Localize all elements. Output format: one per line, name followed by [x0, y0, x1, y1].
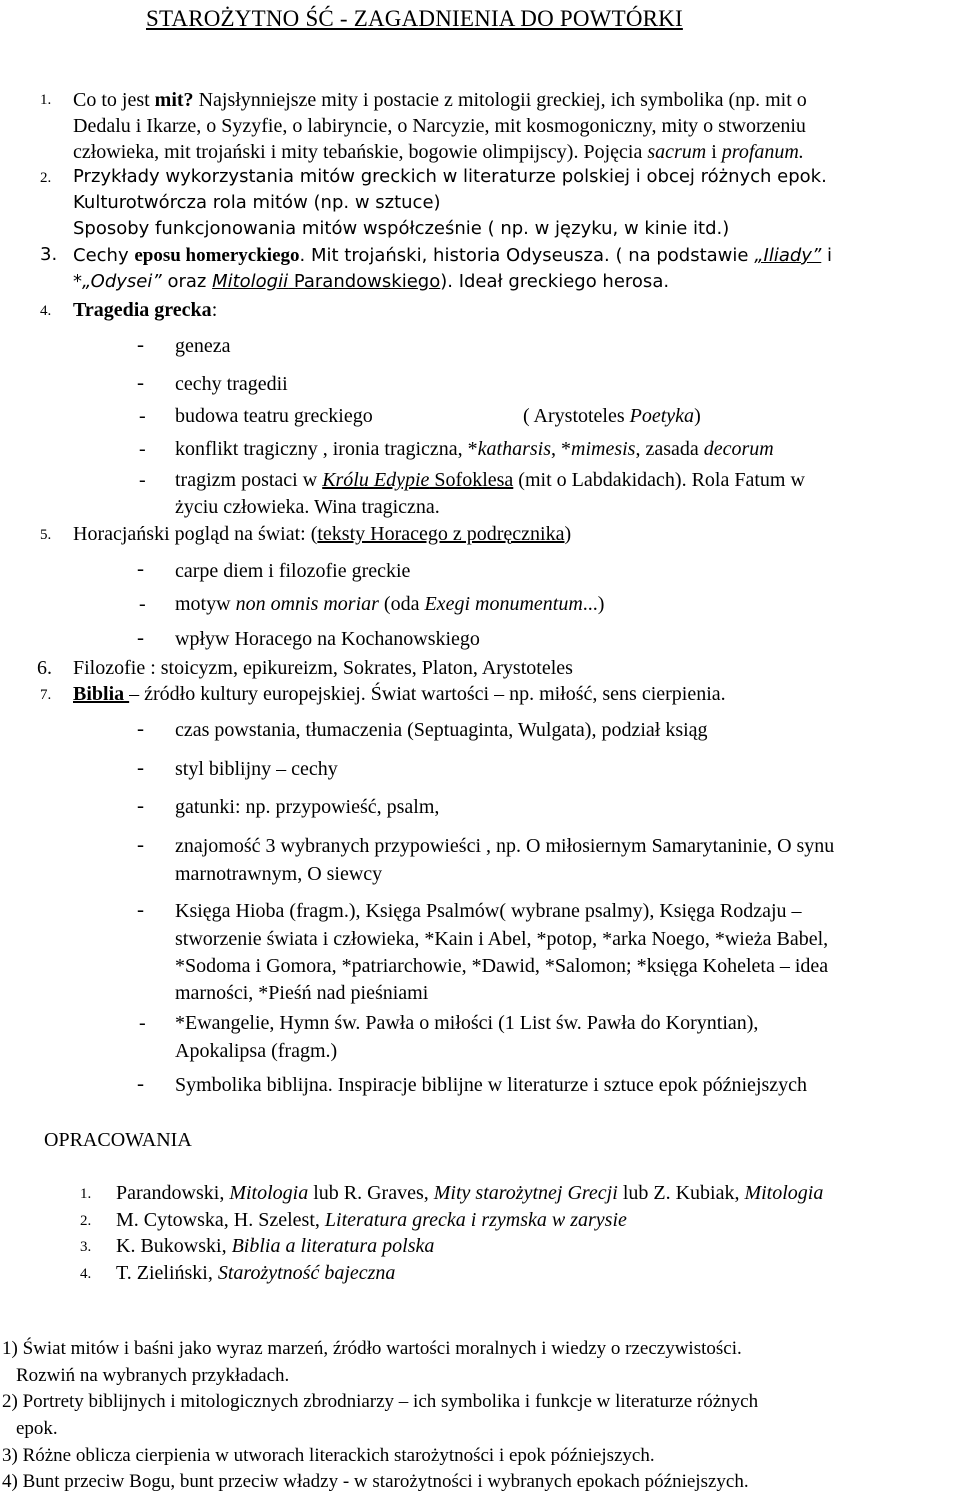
section-1-number: 1.	[40, 92, 52, 108]
section-5-number: 5.	[40, 527, 52, 543]
bullet-dash: -	[137, 625, 144, 649]
bible-item-ksiegi-4: marności, *Pieśń nad pieśniami	[175, 982, 429, 1004]
bible-item-czas: czas powstania, tłumaczenia (Septuaginta, Wulgata), podział ksiąg	[175, 719, 708, 741]
bullet-dash: -	[139, 438, 146, 460]
topic-line: 2) Portrety biblijnych i mitologicznych zbrodniarzy – ich symbolika i funkcje w literaturze różnych	[2, 1391, 759, 1412]
section-3-line-2: *„Odysei” oraz Mitologii Parandowskiego). Ideał greckiego herosa.	[73, 271, 670, 292]
tragedy-item-tragizm-cont: życiu człowieka. Wina tragiczna.	[175, 496, 440, 518]
bullet-dash: -	[137, 556, 144, 580]
bullet-dash: -	[137, 716, 144, 740]
tragedy-item-tragizm: tragizm postaci w Królu Edypie Sofoklesa (mit o Labdakidach). Rola Fatum w	[175, 469, 805, 491]
horace-item-motyw: motyw non omnis moriar (oda Exegi monumentum...)	[175, 593, 605, 615]
bullet-dash: -	[137, 370, 144, 394]
section-6-number: 6.	[37, 657, 52, 679]
topic-line: Rozwiń na wybranych przykładach.	[16, 1365, 290, 1386]
bible-item-ewangelie: *Ewangelie, Hymn św. Pawła o miłości (1 List św. Pawła do Koryntian),	[175, 1012, 759, 1034]
section-4-number: 4.	[40, 303, 52, 319]
bullet-dash: -	[137, 1071, 144, 1095]
bullet-dash: -	[137, 755, 144, 779]
topic-line: 4) Bunt przeciw Bogu, bunt przeciw władzy - w starożytności i wybranych epokach późniejszych.	[2, 1471, 749, 1492]
reference-number: 2.	[80, 1213, 92, 1229]
section-4-heading: Tragedia grecka:	[73, 299, 218, 321]
topic-line: 1) Świat mitów i baśni jako wyraz marzeń, źródło wartości moralnych i wiedzy o rzeczywistości.	[2, 1338, 742, 1359]
reference-number: 1.	[80, 1186, 92, 1202]
opracowania-heading: OPRACOWANIA	[44, 1129, 192, 1151]
section-1-line-3: człowieka, mit trojański i mity tebańskie, bogowie olimpijscy). Pojęcia sacrum i profanum.	[73, 141, 804, 163]
section-2-line-1: Przykłady wykorzystania mitów greckich w literaturze polskiej i obcej różnych epok.	[73, 166, 827, 187]
reference-item: T. Zieliński, Starożytność bajeczna	[116, 1262, 396, 1284]
tragedy-item-poetyka: ( Arystoteles Poetyka)	[523, 405, 701, 427]
bullet-dash: -	[137, 897, 144, 921]
bible-item-przypowiesci-cont: marnotrawnym, O siewcy	[175, 863, 383, 885]
bullet-dash: -	[139, 1012, 146, 1034]
reference-item: M. Cytowska, H. Szelest, Literatura grecka i rzymska w zarysie	[116, 1209, 627, 1231]
tragedy-item-cechy: cechy tragedii	[175, 373, 288, 395]
bullet-dash: -	[139, 469, 146, 491]
reference-item: K. Bukowski, Biblia a literatura polska	[116, 1235, 435, 1257]
bullet-dash: -	[137, 332, 144, 356]
bible-item-ksiegi-2: stworzenie świata i człowieka, *Kain i Abel, *potop, *arka Noego, *wieża Babel,	[175, 928, 829, 950]
bullet-dash: -	[137, 832, 144, 856]
reference-number: 4.	[80, 1266, 92, 1282]
tragedy-item-geneza: geneza	[175, 335, 231, 357]
tragedy-item-konflikt: konflikt tragiczny , ironia tragiczna, *katharsis, *mimesis, zasada decorum	[175, 438, 774, 460]
horace-item-wplyw: wpływ Horacego na Kochanowskiego	[175, 628, 480, 650]
tragedy-item-teatr: budowa teatru greckiego	[175, 405, 373, 427]
page-title: STAROŻYTNO ŚĆ - ZAGADNIENIA DO POWTÓRKI	[146, 6, 683, 31]
bullet-dash: -	[137, 793, 144, 817]
bible-item-ksiegi-1: Księga Hioba (fragm.), Księga Psalmów( wybrane psalmy), Księga Rodzaju –	[175, 900, 802, 922]
bible-item-symbolika: Symbolika biblijna. Inspiracje biblijne w literaturze i sztuce epok późniejszych	[175, 1074, 808, 1096]
bullet-dash: -	[139, 405, 146, 427]
section-2-number: 2.	[40, 170, 52, 186]
topic-line: epok.	[16, 1418, 58, 1439]
bible-item-styl: styl biblijny – cechy	[175, 758, 338, 780]
section-2-line-3: Sposoby funkcjonowania mitów współcześnie ( np. w języku, w kinie itd.)	[73, 218, 730, 239]
section-3-line-1: Cechy eposu homeryckiego. Mit trojański, historia Odyseusza. ( na podstawie „Iliady” i	[73, 245, 833, 266]
bible-item-ewangelie-cont: Apokalipsa (fragm.)	[175, 1040, 338, 1062]
reference-item: Parandowski, Mitologia lub R. Graves, Mity starożytnej Grecji lub Z. Kubiak, Mitologia	[116, 1182, 824, 1204]
horace-item-carpe: carpe diem i filozofie greckie	[175, 560, 411, 582]
section-7-number: 7.	[40, 687, 52, 703]
section-5-heading: Horacjański pogląd na świat: (teksty Horacego z podręcznika)	[73, 523, 572, 545]
reference-number: 3.	[80, 1239, 92, 1255]
section-1-line-1: Co to jest mit? Najsłynniejsze mity i postacie z mitologii greckiej, ich symbolika (np. mit o	[73, 89, 807, 111]
bible-item-gatunki: gatunki: np. przypowieść, psalm,	[175, 796, 440, 818]
section-1-line-2: Dedalu i Ikarze, o Syzyfie, o labiryncie, o Narcyzie, mit kosmogoniczny, mity o stworzeniu	[73, 115, 806, 137]
bible-item-ksiegi-3: *Sodoma i Gomora, *patriarchowie, *Dawid, *Salomon; *księga Koheleta – idea	[175, 955, 829, 977]
bible-item-przypowiesci: znajomość 3 wybranych przypowieści , np. O miłosiernym Samarytaninie, O synu	[175, 835, 835, 857]
topic-line: 3) Różne oblicza cierpienia w utworach literackich starożytności i epok późniejszych.	[2, 1445, 655, 1466]
section-3-number: 3.	[40, 244, 58, 265]
section-6-text: Filozofie : stoicyzm, epikureizm, Sokrates, Platon, Arystoteles	[73, 657, 573, 679]
section-2-line-2: Kulturotwórcza rola mitów (np. w sztuce)	[73, 192, 441, 213]
bullet-dash: -	[139, 593, 146, 615]
section-7-heading: Biblia – źródło kultury europejskiej. Świat wartości – np. miłość, sens cierpienia.	[73, 683, 726, 705]
